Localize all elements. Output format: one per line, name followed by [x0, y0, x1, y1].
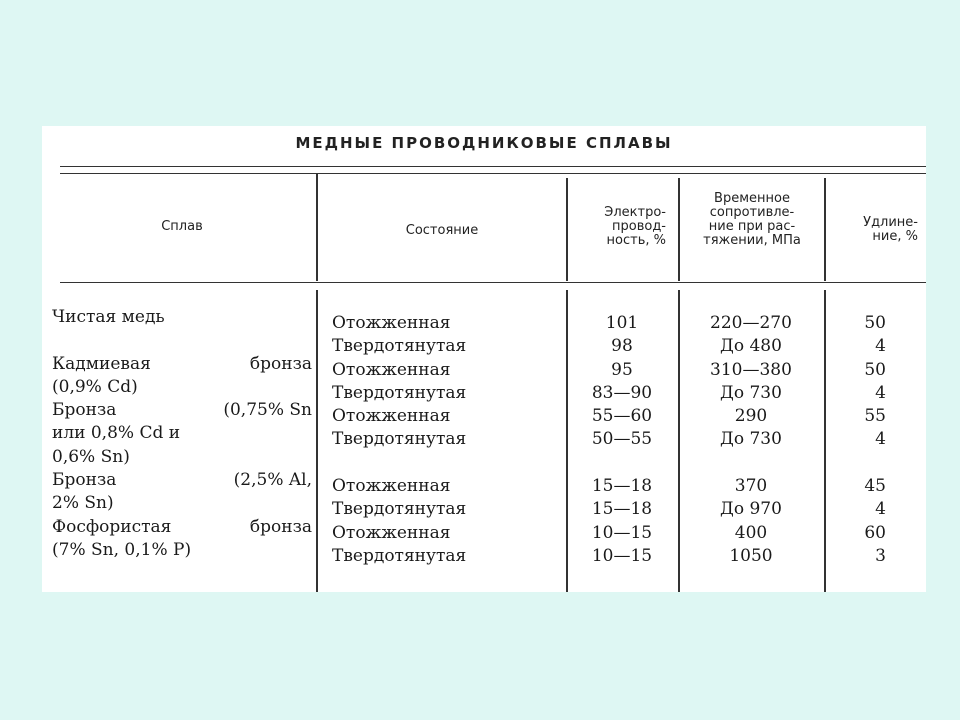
alloy-text: Бронза [52, 400, 117, 421]
state-cell: Отожженная [332, 359, 451, 380]
elongation-cell: 55 [864, 406, 886, 427]
row-gap [572, 452, 672, 475]
conductivity-cell: 55—60 [591, 406, 653, 427]
strength-cell: 1050 [729, 545, 773, 566]
divider-4a [824, 178, 826, 281]
divider-1b [316, 290, 318, 592]
elongation-cell: 45 [864, 476, 886, 497]
alloy-text: Бронза [52, 470, 117, 491]
title-rule [60, 166, 926, 167]
strength-column [684, 312, 818, 568]
table-title: МЕДНЫЕ ПРОВОДНИКОВЫЕ СПЛАВЫ [295, 134, 673, 152]
alloy-name [52, 353, 312, 400]
elongation-cell: 3 [875, 545, 886, 566]
header-bottom-rule [60, 282, 926, 283]
alloy-text: Фосфористая [52, 516, 172, 537]
alloy-text: (2,5% Al, [233, 470, 312, 491]
conductivity-cell: 15—18 [591, 499, 653, 520]
elongation-cell: 50 [864, 313, 886, 333]
conductivity-cell: 83—90 [591, 382, 653, 403]
state-cell: Отожженная [332, 476, 451, 497]
conductivity-cell: 10—15 [591, 545, 653, 566]
scanned-table-page [42, 126, 926, 592]
strength-cell: 220—270 [710, 313, 792, 333]
alloy-text: (7% Sn, 0,1% P) [52, 539, 192, 560]
strength-cell: 290 [734, 406, 768, 427]
alloy-text: Кадмиевая [52, 353, 151, 374]
header-state: Состояние [405, 223, 479, 238]
state-cell: Отожженная [332, 522, 451, 543]
divider-3b [678, 290, 680, 592]
strength-cell: 310—380 [710, 359, 792, 380]
state-cell: Твердотянутая [332, 499, 467, 520]
header-conductivity: Электро- провод- ность, % [604, 205, 666, 248]
strength-cell: До 480 [720, 336, 782, 357]
strength-cell: 370 [734, 476, 768, 497]
divider-2a [566, 178, 568, 281]
row-gap [332, 452, 562, 475]
elongation-cell: 50 [864, 359, 886, 380]
strength-cell: До 730 [720, 429, 782, 450]
alloy-text: 0,6% Sn) [52, 446, 130, 467]
conductivity-cell: 15—18 [591, 476, 653, 497]
elongation-cell: 4 [875, 429, 886, 450]
alloy-text: бронза [249, 353, 312, 374]
header-top-rule [60, 173, 926, 174]
divider-3a [678, 178, 680, 281]
alloy-text: или 0,8% Cd и [52, 423, 181, 444]
alloy-name [52, 516, 312, 563]
elongation-cell: 4 [875, 336, 886, 357]
conductivity-cell: 101 [605, 313, 639, 333]
state-column [332, 312, 562, 568]
alloy-name [52, 306, 312, 329]
strength-cell: До 730 [720, 382, 782, 403]
divider-2b [566, 290, 568, 592]
alloy-name [52, 469, 312, 516]
conductivity-cell: 98 [611, 336, 633, 357]
header-alloy: Сплав [161, 219, 203, 234]
strength-cell: До 970 [720, 499, 782, 520]
alloy-text: бронза [249, 516, 312, 537]
divider-4b [824, 290, 826, 592]
state-cell: Твердотянутая [332, 429, 467, 450]
state-cell: Твердотянутая [332, 382, 467, 403]
alloy-name [52, 399, 312, 469]
elongation-cell: 4 [875, 382, 886, 403]
elongation-cell: 4 [875, 499, 886, 520]
row-gap [832, 452, 886, 475]
conductivity-cell: 50—55 [591, 429, 653, 450]
state-cell: Отожженная [332, 406, 451, 427]
alloy-text: Чистая медь [52, 307, 165, 327]
conductivity-cell: 95 [611, 359, 633, 380]
row-gap [684, 452, 818, 475]
divider-1a [316, 174, 318, 281]
alloy-text: (0,9% Cd) [52, 376, 138, 397]
alloy-text: (0,75% Sn [223, 400, 312, 421]
elongation-cell: 60 [864, 522, 886, 543]
alloy-text: 2% Sn) [52, 493, 114, 514]
state-cell: Отожженная [332, 313, 451, 333]
elongation-column [832, 312, 886, 568]
conductivity-cell: 10—15 [591, 522, 653, 543]
strength-cell: 400 [734, 522, 768, 543]
state-cell: Твердотянутая [332, 545, 467, 566]
conductivity-column [572, 312, 672, 568]
state-cell: Твердотянутая [332, 336, 467, 357]
header-strength: Временное сопротивле- ние при рас- тяжении, МПа [703, 191, 801, 248]
header-elongation: Удлине- ние, % [863, 215, 918, 244]
